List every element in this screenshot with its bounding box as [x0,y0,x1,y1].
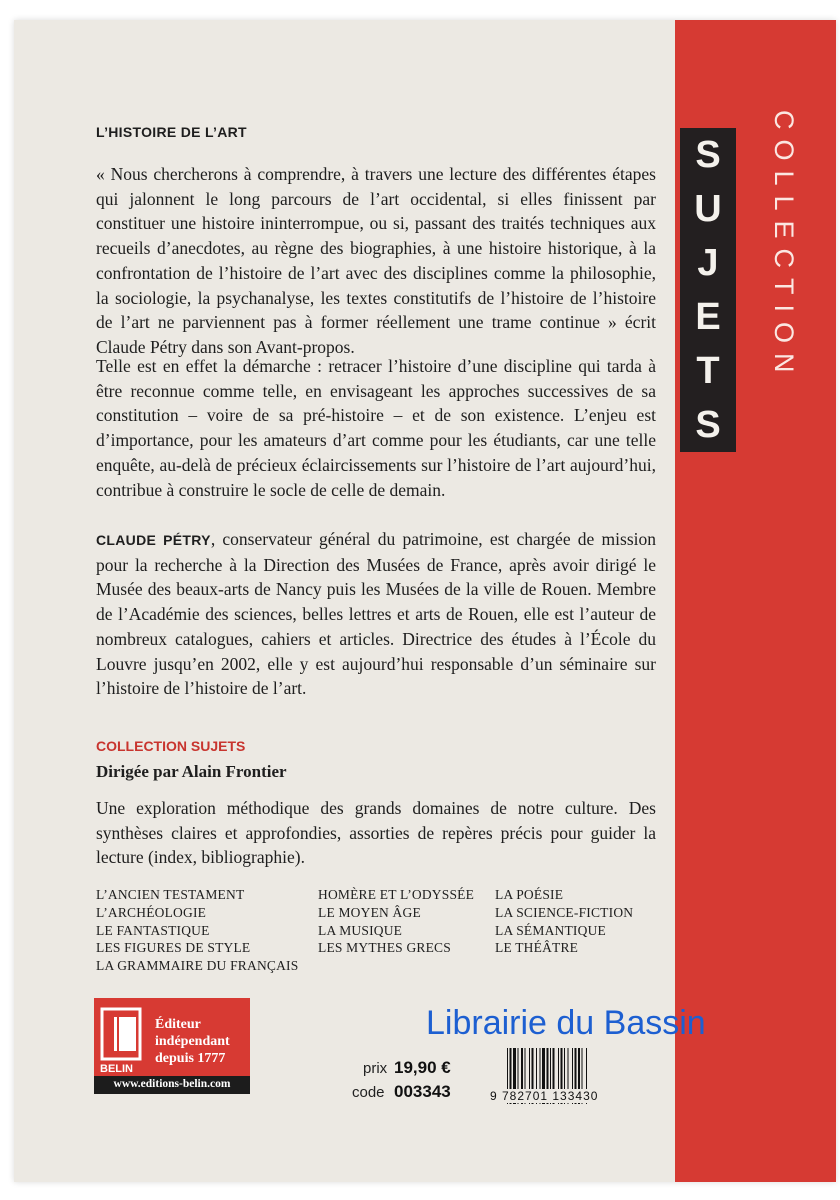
sujets-letter: S [695,404,721,446]
tagline-line: indépendant [155,1034,230,1049]
sujets-letter: T [696,350,720,392]
collection-title-item: L’ANCIEN TESTAMENT [96,887,245,902]
collection-vertical-label: COLLECTION [769,110,799,383]
collection-title-item: HOMÈRE ET L’ODYSSÉE [318,887,475,902]
collection-title-item: LES FIGURES DE STYLE [96,940,251,956]
collection-title-item: LA SÉMANTIQUE [495,922,606,938]
collection-title-item: LE THÉÂTRE [495,940,579,956]
isbn-number: 9 782701 133430 [490,1089,599,1103]
publisher-url: www.editions-belin.com [113,1078,231,1090]
collection-title-item: LA POÉSIE [495,887,564,902]
book-title-heading: L’HISTOIRE DE L’ART [96,124,247,140]
collection-title-item: LES MYTHES GRECS [318,940,451,956]
second-paragraph: Telle est en effet la démarche : retracer l’histoire d’une discipline qui tarda à être reconnue comme telle, en envisageant les approches successives de sa constitution – voire de sa pré-histoire – et de son existence. L’enjeu est d’importance, pour les amateurs d’art comme pour les étudiants, car une telle enquête, au-delà de précieux éclaircissements sur l’histoire de l’art aujourd’hui, contribue à construire le socle de celle de demain. [96,356,656,500]
collection-titles-column-2 [318,886,474,957]
publisher-logo-name: BELIN [100,1063,133,1075]
author-biography [96,527,656,701]
code-label: code [352,1084,385,1101]
collection-title-item: L’ARCHÉOLOGIE [96,904,207,920]
collection-title: COLLECTION SUJETS [96,738,246,754]
collection-titles-column-3 [495,886,633,957]
sujets-letter: S [695,134,721,176]
author-name: CLAUDE PÉTRY [96,532,211,548]
collection-title-item: LA MUSIQUE [318,922,403,938]
collection-director: Dirigée par Alain Frontier [96,762,287,781]
code-value: 003343 [394,1082,451,1101]
collection-title-item: LE MOYEN ÂGE [318,904,421,920]
collection-title-item: LA GRAMMAIRE DU FRANÇAIS [96,958,299,974]
tagline-line: depuis 1777 [155,1051,226,1066]
publisher-tagline [155,1016,230,1067]
tagline-line: Éditeur [155,1017,201,1032]
bookseller-watermark: Librairie du Bassin [426,1004,706,1042]
sujets-letter: U [694,188,722,230]
collection-title-item: LA SCIENCE-FICTION [495,904,634,920]
price-label: prix [363,1060,388,1077]
belin-book-icon [100,1005,146,1061]
sujets-letter: J [697,242,719,284]
collection-description: Une exploration méthodique des grands domaines de notre culture. Des synthèses claires et approfondies, assorties de repères précis pour guider la lecture (index, bibliographie). [96,798,656,868]
intro-paragraph: « Nous chercherons à comprendre, à travers une lecture des différentes étapes qui jalonnent le long parcours de l’art occidental, si elles finissent par constituer une histoire ininterrompue, ou si, passant des traités techniques aux recueils d’anecdotes, au règne des biographies, à une histoire historique, à la confrontation de l’histoire de l’art avec des disciplines comme la philosophie, la sociologie, la psychanalyse, les textes constitutifs de l’histoire de l’histoire de l’art ne parviennent pas à former réellement une trame continue » écrit Claude Pétry dans son Avant-propos. [96,164,656,357]
collection-titles-column-1 [96,886,298,975]
collection-title-item: LE FANTASTIQUE [96,922,210,938]
price-value: 19,90 € [394,1058,451,1077]
author-bio-text: , conservateur général du patrimoine, est chargée de mission pour la recherche à la Direction des Musées de France, après avoir dirigé le Musée des beaux-arts de Nancy puis les Musées de la ville de Rouen. Membre de l’Académie des sciences, belles lettres et arts de Rouen, elle est l’auteur de nombreux catalogues, cahiers et articles. Directrice des études à l’École du Louvre jusqu’en 2002, elle y est aujourd’hui responsable d’un séminaire sur l’histoire de l’histoire de l’art. [96,529,656,699]
sujets-letter: E [695,296,721,338]
